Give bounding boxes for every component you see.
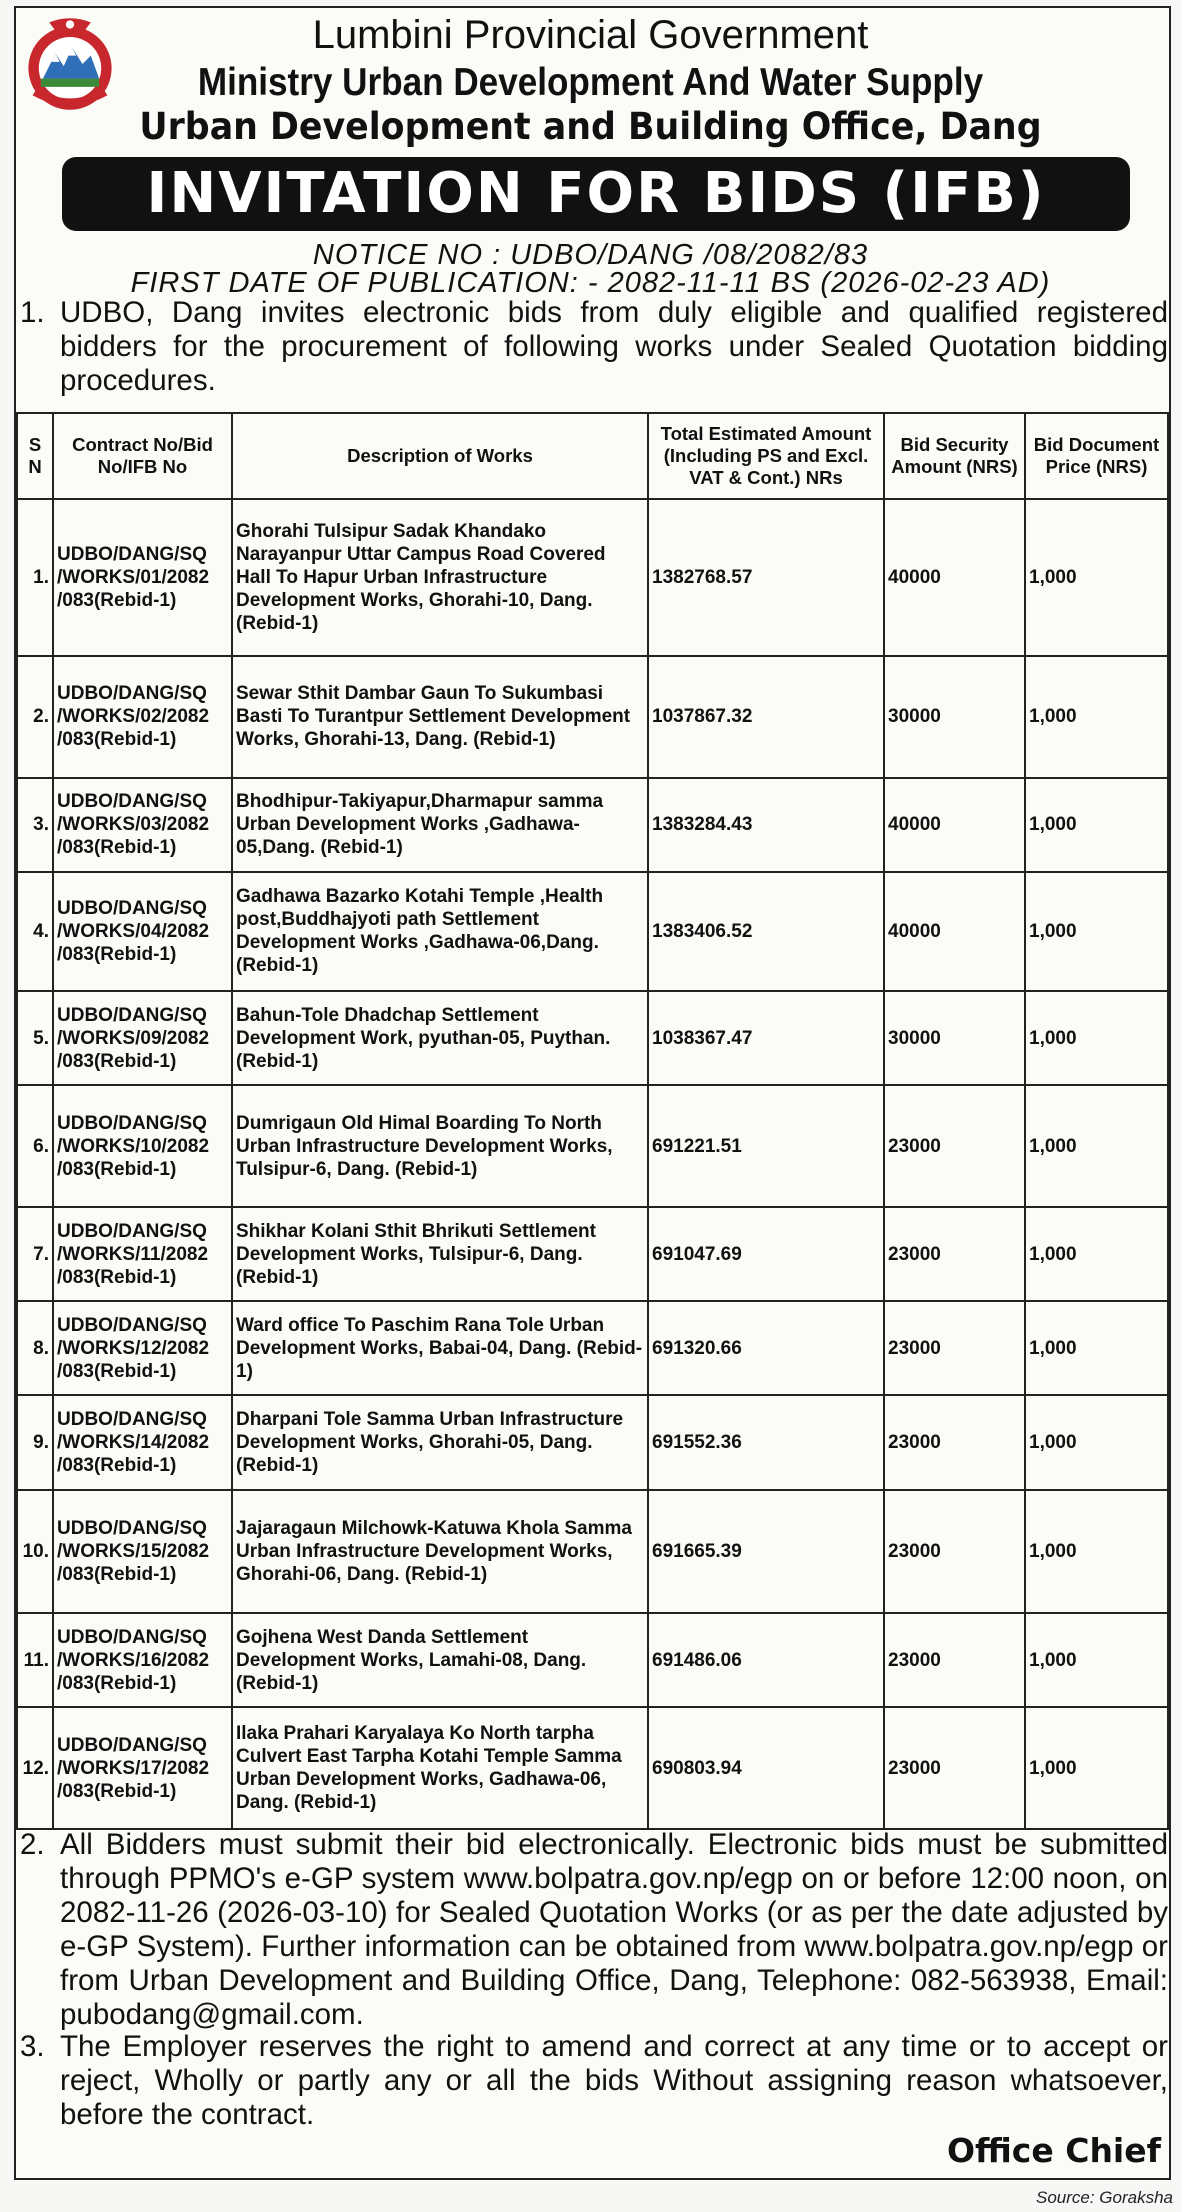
table-row (17, 778, 1168, 872)
serial-number-cell: 7. (17, 1207, 53, 1301)
clause-number: 3. (20, 2030, 45, 2063)
bid-security-cell: 30000 (884, 656, 1025, 777)
clause-text: The Employer reserves the right to amend and correct at any time or to accept or reject, Wholly or partly any or all the bids Without assigning reason whatsoever, before the contract. (60, 2030, 1168, 2131)
contract-number-cell: UDBO/DANG/SQ /WORKS/17/2082 /083(Rebid-1) (53, 1707, 232, 1829)
estimated-amount-cell: 1382768.57 (648, 499, 884, 656)
serial-number-cell: 4. (17, 872, 53, 991)
bid-security-cell: 30000 (884, 991, 1025, 1085)
serial-number-cell: 8. (17, 1301, 53, 1395)
submission-clause (20, 1828, 1168, 2032)
document-price-cell: 1,000 (1025, 872, 1168, 991)
estimated-amount-cell: 691486.06 (648, 1613, 884, 1707)
work-description-cell: Gadhawa Bazarko Kotahi Temple ,Health post,Buddhajyoti path Settlement Development Works ,Gadhawa-06,Dang. (Rebid-1) (232, 872, 648, 991)
work-description-cell: Gojhena West Danda Settlement Development Works, Lamahi-08, Dang. (Rebid-1) (232, 1613, 648, 1707)
bid-security-cell: 23000 (884, 1490, 1025, 1614)
bid-security-cell: 23000 (884, 1207, 1025, 1301)
serial-number-cell: 11. (17, 1613, 53, 1707)
contract-number-cell: UDBO/DANG/SQ /WORKS/01/2082 /083(Rebid-1) (53, 499, 232, 656)
header-sn: S N (17, 413, 53, 499)
table-row (17, 1490, 1168, 1614)
work-description-cell: Sewar Sthit Dambar Gaun To Sukumbasi Basti To Turantpur Settlement Development Works, Ghorahi-13, Dang. (Rebid-1) (232, 656, 648, 777)
header-ministry: Ministry Urban Development And Water Supply (197, 61, 984, 104)
contract-number-cell: UDBO/DANG/SQ /WORKS/12/2082 /083(Rebid-1) (53, 1301, 232, 1395)
serial-number-cell: 5. (17, 991, 53, 1085)
estimated-amount-cell: 1037867.32 (648, 656, 884, 777)
work-description-cell: Shikhar Kolani Sthit Bhrikuti Settlement Development Works, Tulsipur-6, Dang. (Rebid-1) (232, 1207, 648, 1301)
table-row (17, 872, 1168, 991)
contract-number-cell: UDBO/DANG/SQ /WORKS/03/2082 /083(Rebid-1) (53, 778, 232, 872)
document-price-cell: 1,000 (1025, 1085, 1168, 1206)
document-price-cell: 1,000 (1025, 1613, 1168, 1707)
header-document-price: Bid Document Price (NRS) (1025, 413, 1168, 499)
work-description-cell: Bahun-Tole Dhadchap Settlement Development Work, pyuthan-05, Puythan. (Rebid-1) (232, 991, 648, 1085)
document-price-cell: 1,000 (1025, 1207, 1168, 1301)
estimated-amount-cell: 690803.94 (648, 1707, 884, 1829)
estimated-amount-cell: 691552.36 (648, 1395, 884, 1489)
table-row (17, 1613, 1168, 1707)
table-row (17, 1085, 1168, 1206)
table-row (17, 1301, 1168, 1395)
employer-rights-clause (20, 2030, 1168, 2132)
document-price-cell: 1,000 (1025, 991, 1168, 1085)
contract-number-cell: UDBO/DANG/SQ /WORKS/15/2082 /083(Rebid-1) (53, 1490, 232, 1614)
bid-security-cell: 23000 (884, 1613, 1025, 1707)
estimated-amount-cell: 1383284.43 (648, 778, 884, 872)
clause-text: All Bidders must submit their bid electronically. Electronic bids must be submitted through PPMO's e-GP system www.bolpatra.gov.np/egp on or before 12:00 noon, on 2082-11-26 (2026-03-10) for Sealed Quotation Works (or as per the date adjusted by e-GP System). Further information can be obtained from www.bolpatra.gov.np/egp or from Urban Development and Building Office, Dang, Telephone: 082-563938, Email: pubodang@gmail.com. (60, 1828, 1168, 2031)
bid-security-cell: 40000 (884, 499, 1025, 656)
notice-number: NOTICE NO : UDBO/DANG /08/2082/83 (312, 239, 869, 271)
contract-number-cell: UDBO/DANG/SQ /WORKS/10/2082 /083(Rebid-1) (53, 1085, 232, 1206)
document-price-cell: 1,000 (1025, 1395, 1168, 1489)
contract-number-cell: UDBO/DANG/SQ /WORKS/16/2082 /083(Rebid-1) (53, 1613, 232, 1707)
work-description-cell: Ilaka Prahari Karyalaya Ko North tarpha Culvert East Tarpha Kotahi Temple Samma Urban Development Works, Gadhawa-06, Dang. (Rebid-1) (232, 1707, 648, 1829)
contract-number-cell: UDBO/DANG/SQ /WORKS/11/2082 /083(Rebid-1) (53, 1207, 232, 1301)
serial-number-cell: 1. (17, 499, 53, 656)
work-description-cell: Jajaragaun Milchowk-Katuwa Khola Samma Urban Infrastructure Development Works, Ghorahi-06, Dang. (Rebid-1) (232, 1490, 648, 1614)
bid-security-cell: 40000 (884, 872, 1025, 991)
header-office: Urban Development and Building Office, Dang (139, 105, 1042, 148)
header-government: Lumbini Provincial Government (312, 13, 869, 57)
document-price-cell: 1,000 (1025, 778, 1168, 872)
serial-number-cell: 6. (17, 1085, 53, 1206)
header-bid-security: Bid Security Amount (NRS) (884, 413, 1025, 499)
work-description-cell: Dumrigaun Old Himal Boarding To North Urban Infrastructure Development Works, Tulsipur-6, Dang. (Rebid-1) (232, 1085, 648, 1206)
work-description-cell: Bhodhipur-Takiyapur,Dharmapur samma Urban Development Works ,Gadhawa-05,Dang. (Rebid-1) (232, 778, 648, 872)
bids-table (16, 412, 1169, 1830)
ifb-banner: INVITATION FOR BIDS (IFB) (62, 157, 1130, 231)
work-description-cell: Ward office To Paschim Rana Tole Urban Development Works, Babai-04, Dang. (Rebid-1) (232, 1301, 648, 1395)
work-description-cell: Ghorahi Tulsipur Sadak Khandako Narayanpur Uttar Campus Road Covered Hall To Hapur Urban Infrastructure Development Works, Ghorahi-10, Dang. (Rebid-1) (232, 499, 648, 656)
clause-number: 2. (20, 1828, 45, 1861)
document-price-cell: 1,000 (1025, 1490, 1168, 1614)
table-row (17, 1395, 1168, 1489)
serial-number-cell: 2. (17, 656, 53, 777)
estimated-amount-cell: 691047.69 (648, 1207, 884, 1301)
contract-number-cell: UDBO/DANG/SQ /WORKS/04/2082 /083(Rebid-1) (53, 872, 232, 991)
signature-office-chief: Office Chief (946, 2131, 1161, 2170)
table-row (17, 991, 1168, 1085)
document-price-cell: 1,000 (1025, 1707, 1168, 1829)
estimated-amount-cell: 1383406.52 (648, 872, 884, 991)
table-body (17, 499, 1168, 1829)
estimated-amount-cell: 691221.51 (648, 1085, 884, 1206)
serial-number-cell: 10. (17, 1490, 53, 1614)
table-row (17, 1207, 1168, 1301)
document-price-cell: 1,000 (1025, 656, 1168, 777)
table-row (17, 1707, 1168, 1829)
bid-security-cell: 23000 (884, 1301, 1025, 1395)
table-row (17, 656, 1168, 777)
work-description-cell: Dharpani Tole Samma Urban Infrastructure Development Works, Ghorahi-05, Dang. (Rebid-1) (232, 1395, 648, 1489)
estimated-amount-cell: 691320.66 (648, 1301, 884, 1395)
document-price-cell: 1,000 (1025, 1301, 1168, 1395)
serial-number-cell: 12. (17, 1707, 53, 1829)
intro-clause (20, 296, 1168, 398)
table-header-row (17, 413, 1168, 499)
serial-number-cell: 9. (17, 1395, 53, 1489)
bid-security-cell: 23000 (884, 1707, 1025, 1829)
contract-number-cell: UDBO/DANG/SQ /WORKS/14/2082 /083(Rebid-1) (53, 1395, 232, 1489)
bid-security-cell: 23000 (884, 1085, 1025, 1206)
clause-text: UDBO, Dang invites electronic bids from duly eligible and qualified registered bidders for the procurement of following works under Sealed Quotation bidding procedures. (60, 296, 1168, 397)
header-description: Description of Works (232, 413, 648, 499)
bid-security-cell: 23000 (884, 1395, 1025, 1489)
estimated-amount-cell: 1038367.47 (648, 991, 884, 1085)
clause-number: 1. (20, 296, 45, 329)
header-contract-no: Contract No/Bid No/IFB No (53, 413, 232, 499)
table-row (17, 499, 1168, 656)
publication-date: FIRST DATE OF PUBLICATION: - 2082-11-11 BS (2026-02-23 AD) (130, 267, 1051, 299)
contract-number-cell: UDBO/DANG/SQ /WORKS/02/2082 /083(Rebid-1) (53, 656, 232, 777)
serial-number-cell: 3. (17, 778, 53, 872)
estimated-amount-cell: 691665.39 (648, 1490, 884, 1614)
source-credit: Source: Goraksha (1035, 2188, 1173, 2207)
header-estimated-amount: Total Estimated Amount (Including PS and Excl. VAT & Cont.) NRs (648, 413, 884, 499)
bid-security-cell: 40000 (884, 778, 1025, 872)
document-price-cell: 1,000 (1025, 499, 1168, 656)
contract-number-cell: UDBO/DANG/SQ /WORKS/09/2082 /083(Rebid-1) (53, 991, 232, 1085)
